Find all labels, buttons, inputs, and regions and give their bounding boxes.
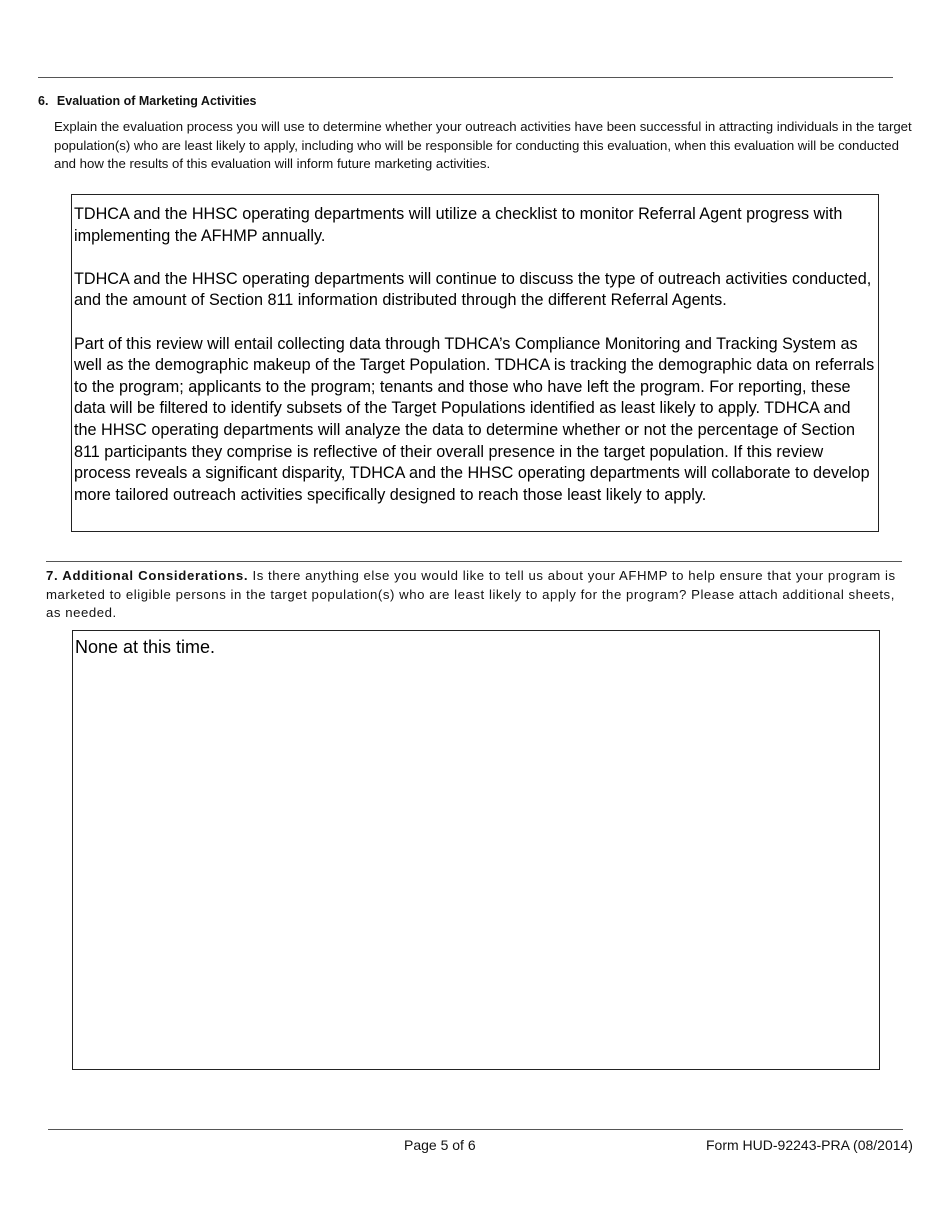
section6-heading — [38, 94, 257, 108]
top-divider — [38, 77, 893, 78]
section7-heading — [46, 567, 906, 623]
section7-title: 7. Additional Considerations. — [46, 568, 249, 583]
section6-response-paragraph: TDHCA and the HHSC operating departments will utilize a checklist to monitor Referral Agent progress with implementing the AFHMP annually. — [74, 205, 843, 245]
section6-prompt: Explain the evaluation process you will use to determine whether your outreach activities have been successful in attracting individuals in the target population(s) who are least likely to apply, including who will be responsible for conducting this evaluation, when this evaluation will be conducted and how the results of this evaluation will inform future marketing activities. — [54, 119, 912, 171]
section6-response-paragraph: Part of this review will entail collecting data through TDHCA’s Compliance Monitoring and Tracking System as well as the demographic makeup of the Target Population. TDHCA is tracking the demographic data on referrals to the program; applicants to the program; tenants and those who have left the program. For reporting, these data will be filtered to identify subsets of the Target Populations identified as least likely to apply. TDHCA and the HHSC operating departments will analyze the data to determine whether or not the percentage of Section 811 participants they comprise is reflective of their overall presence in the target population. If this review process reveals a significant disparity, TDHCA and the HHSC operating departments will collaborate to develop more tailored outreach activities specifically designed to reach those least likely to apply. — [74, 334, 875, 504]
section7-prompt: Is there anything else you would like to tell us about your AFHMP to help ensure that your program is marketed to eligible persons in the target population(s) who are least likely to apply for the program? Please attach additional sheets, as needed. — [46, 568, 896, 620]
section6-title: Evaluation of Marketing Activities — [56, 94, 257, 108]
form-id: Form HUD-92243-PRA (08/2014) — [706, 1137, 913, 1153]
section6-response-paragraph: TDHCA and the HHSC operating departments will continue to discuss the type of outreach activities conducted, and the amount of Section 811 information distributed through the different Referral Agents. — [74, 269, 872, 310]
page-number: Page 5 of 6 — [404, 1137, 476, 1153]
section6-response-box[interactable] — [71, 194, 879, 532]
section7-divider — [46, 561, 902, 562]
section7-response-text: None at this time. — [75, 637, 216, 657]
section7-response-box[interactable] — [72, 630, 880, 1070]
footer-divider — [48, 1129, 903, 1130]
section6-number: 6. — [38, 94, 49, 108]
